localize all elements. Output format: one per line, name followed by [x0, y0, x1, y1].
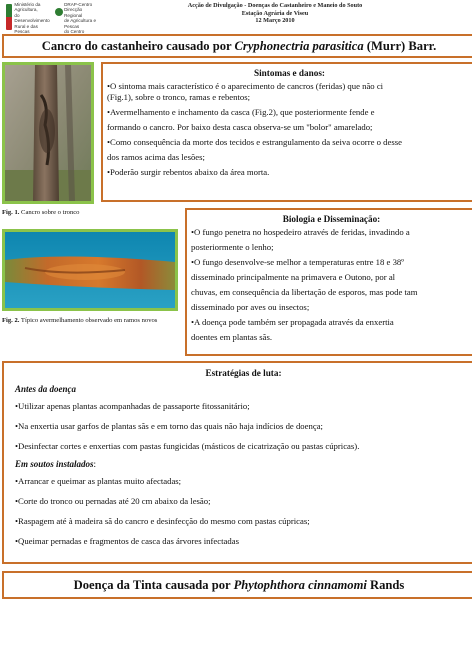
figure-1-photo: [2, 62, 94, 204]
drap-centro-name: DRAP-Centro Direcção Regional de Agricultura e Pescas do Centro: [64, 2, 96, 35]
biology-box: [185, 208, 472, 356]
biology-paragraph: •A doença pode também ser propagada através da enxertia doentes em plantas sãs.: [191, 317, 394, 342]
ministry-name: Ministério da Agricultura, do Desenvolvimento Rural e das Pescas: [14, 2, 50, 35]
symptoms-box: [101, 62, 472, 202]
figure-2-photo: [2, 229, 178, 311]
figure-1-caption: Fig. 1. Cancro sobre o tronco: [2, 209, 80, 216]
strategy-item: •Queimar pernadas e fragmentos de casca das árvores infectadas: [15, 536, 239, 546]
event-venue: Estação Agrária de Viseu: [241, 9, 309, 17]
event-date: 12 Março 2010: [255, 17, 295, 25]
strategy-item: •Utilizar apenas plantas acompanhadas de passaporte fitossanitário;: [15, 401, 250, 411]
strategy-item: •Corte do tronco ou pernadas até 20 cm abaixo da lesão;: [15, 496, 211, 506]
section-heading-before-disease: Antes da doença: [15, 384, 77, 394]
event-title: Acção de Divulgação - Doenças do Castanheiro e Maneio do Souto: [187, 2, 363, 9]
biology-paragraph: •O fungo penetra no hospedeiro através de feridas, invadindo a posteriormente o lenho;: [191, 227, 410, 252]
biology-paragraph: •O fungo desenvolve-se melhor a temperaturas entre 18 e 38º disseminado principalmente na primavera e Outono, por al chuvas, em consequência da libertação de esporos, mas pode tam disseminado por aves ou insectos;: [191, 257, 418, 312]
strategy-item: •Desinfectar cortes e enxertias com pastas fungicidas (másticos de cicatrização ou pastas cúpricas).: [15, 441, 360, 451]
tree-trunk-canker-image: [5, 65, 91, 201]
symptoms-title: Sintomas e danos:: [254, 68, 325, 78]
symptom-paragraph: •O sintoma mais característico é o aparecimento de cancros (feridas) que não ci (Fig.1), sobre o tronco, ramas e rebentos;: [107, 81, 384, 102]
symptom-paragraph: •Avermelhamento e inchamento da casca (Fig.2), que posteriormente fende e formando o cancro. Por baixo desta casca observa-se um "bolor" amarelado;: [107, 107, 375, 132]
ink-disease-title: Doença da Tinta causada por Phytophthora cinnamomi Rands: [2, 571, 472, 599]
symptom-paragraph: •Como consequência da morte dos tecidos e estrangulamento da seiva ocorre o desse dos ramos acima das lesões;: [107, 137, 402, 162]
drap-centro-icon: [52, 2, 62, 32]
strategy-item: •Arrancar e queimar as plantas muito afectadas;: [15, 476, 182, 486]
strategy-item: •Na enxertia usar garfos de plantas sãs e em torno das quais não haja indícios de doença;: [15, 421, 323, 431]
control-strategies-box: [2, 361, 472, 564]
control-strategies-title: Estratégias de luta:: [205, 368, 282, 378]
event-header: [150, 2, 400, 25]
ministry-emblem-icon: [2, 2, 12, 32]
page-title: Cancro do castanheiro causado por Cryphonectria parasitica (Murr) Barr.: [2, 34, 472, 58]
strategy-item: •Raspagem até à madeira sã do cancro e desinfecção do mesmo com pastas cúpricas;: [15, 516, 310, 526]
figure-2-caption: Fig. 2. Típico avermelhamento observado em ramos novos: [2, 317, 158, 324]
ministry-logo: [2, 2, 100, 36]
biology-title: Biologia e Disseminação:: [282, 214, 381, 224]
section-heading-installed-groves: Em soutos instalados:: [15, 459, 97, 469]
branch-reddening-image: [5, 232, 175, 308]
symptom-paragraph: •Poderão surgir rebentos abaixo da área morta.: [107, 167, 270, 177]
